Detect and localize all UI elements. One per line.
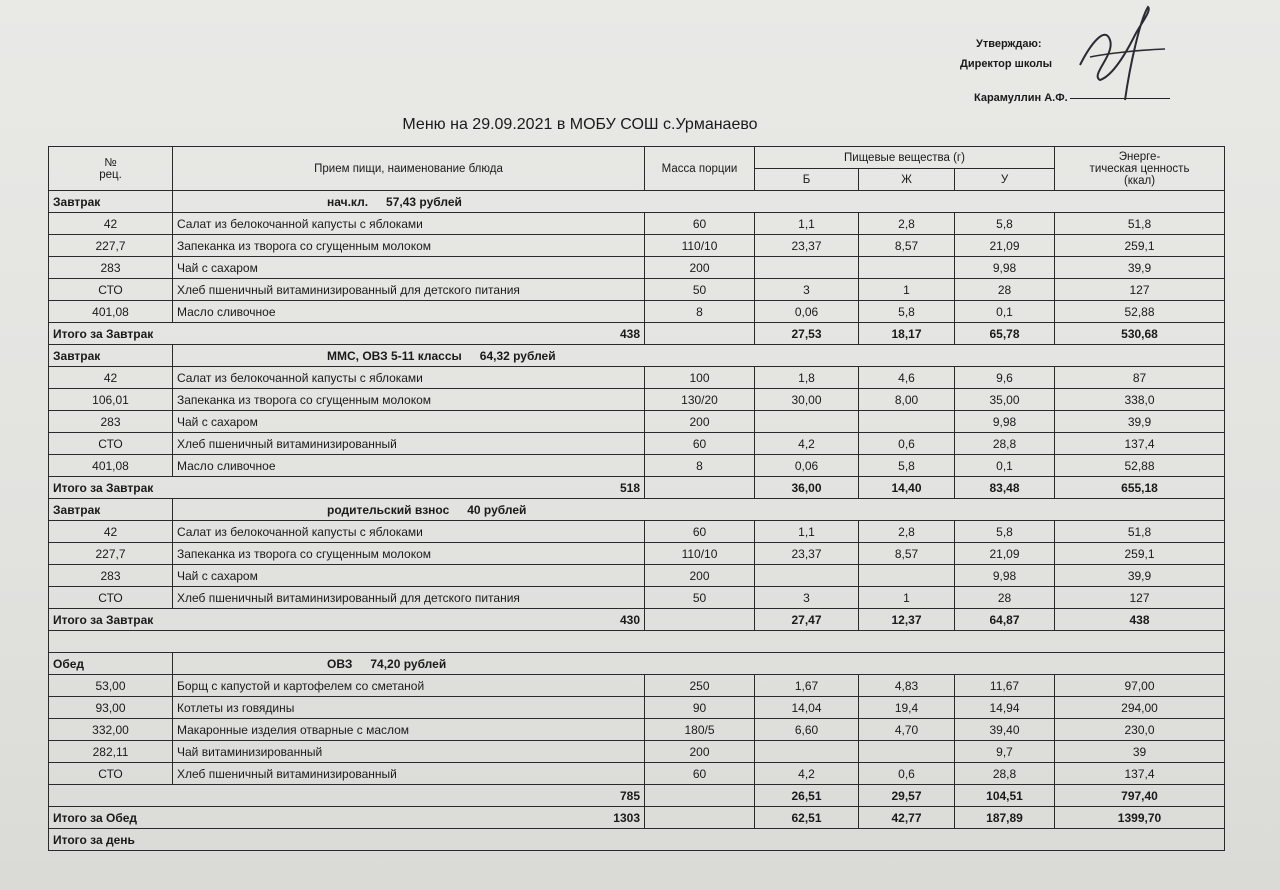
day-total-label: Итого за день bbox=[49, 829, 1225, 851]
portion-mass: 50 bbox=[645, 279, 755, 301]
total-mass: 430 bbox=[619, 612, 640, 627]
dish-name: Хлеб пшеничный витаминизированный bbox=[173, 433, 645, 455]
section-group-name: ОВЗ bbox=[327, 656, 353, 671]
total-protein: 27,47 bbox=[755, 609, 859, 631]
protein-value: 30,00 bbox=[755, 389, 859, 411]
total-blank bbox=[645, 609, 755, 631]
table-row bbox=[49, 697, 1225, 719]
page-title: Меню на 29.09.2021 в МОБУ СОШ с.Урманаево bbox=[402, 116, 758, 133]
dish-name: Чай с сахаром bbox=[173, 411, 645, 433]
carb-value: 9,6 bbox=[955, 367, 1055, 389]
table-row bbox=[49, 521, 1225, 543]
fat-value: 4,6 bbox=[859, 367, 955, 389]
total-blank bbox=[645, 477, 755, 499]
total-fat: 18,17 bbox=[859, 323, 955, 345]
total-label-cell bbox=[49, 807, 645, 829]
total-mass: 1303 bbox=[613, 810, 640, 825]
fat-value: 0,6 bbox=[859, 433, 955, 455]
fat-value: 8,00 bbox=[859, 389, 955, 411]
protein-value: 4,2 bbox=[755, 433, 859, 455]
carb-value: 11,67 bbox=[955, 675, 1055, 697]
dish-name: Масло сливочное bbox=[173, 301, 645, 323]
protein-value bbox=[755, 565, 859, 587]
total-label-cell bbox=[49, 323, 645, 345]
protein-value: 23,37 bbox=[755, 235, 859, 257]
carb-value: 5,8 bbox=[955, 521, 1055, 543]
energy-value: 127 bbox=[1055, 587, 1225, 609]
dish-name: Салат из белокочанной капусты с яблоками bbox=[173, 213, 645, 235]
fat-value bbox=[859, 257, 955, 279]
recipe-no: 283 bbox=[49, 411, 173, 433]
recipe-no: 401,08 bbox=[49, 301, 173, 323]
recipe-no: 42 bbox=[49, 213, 173, 235]
portion-mass: 180/5 bbox=[645, 719, 755, 741]
section-group-name: нач.кл. bbox=[327, 194, 369, 209]
approval-line-1: Утверждаю: bbox=[976, 38, 1042, 50]
dish-name: Масло сливочное bbox=[173, 455, 645, 477]
subtotal-carb: 104,51 bbox=[955, 785, 1055, 807]
table-row bbox=[49, 741, 1225, 763]
section-price: 64,32 рублей bbox=[479, 348, 556, 363]
dish-name: Запеканка из творога со сгущенным молоком bbox=[173, 235, 645, 257]
energy-value: 51,8 bbox=[1055, 521, 1225, 543]
carb-value: 0,1 bbox=[955, 455, 1055, 477]
portion-mass: 90 bbox=[645, 697, 755, 719]
recipe-no: СТО bbox=[49, 587, 173, 609]
subtotal-energy: 797,40 bbox=[1055, 785, 1225, 807]
subtotal-label-cell bbox=[49, 785, 645, 807]
total-row bbox=[49, 807, 1225, 829]
portion-mass: 50 bbox=[645, 587, 755, 609]
section-price: 57,43 рублей bbox=[386, 194, 462, 209]
table-row bbox=[49, 301, 1225, 323]
section-group bbox=[173, 191, 1225, 213]
section-header-row bbox=[49, 191, 1225, 213]
protein-value: 3 bbox=[755, 587, 859, 609]
protein-value: 6,60 bbox=[755, 719, 859, 741]
dish-name: Чай с сахаром bbox=[173, 257, 645, 279]
protein-value: 3 bbox=[755, 279, 859, 301]
carb-value: 28,8 bbox=[955, 433, 1055, 455]
fat-value bbox=[859, 565, 955, 587]
total-energy: 655,18 bbox=[1055, 477, 1225, 499]
total-protein: 27,53 bbox=[755, 323, 859, 345]
total-mass: 518 bbox=[619, 480, 640, 495]
carb-value: 9,7 bbox=[955, 741, 1055, 763]
recipe-no: 227,7 bbox=[49, 543, 173, 565]
spacer-cell bbox=[49, 631, 1225, 653]
protein-value: 1,67 bbox=[755, 675, 859, 697]
section-header-row bbox=[49, 345, 1225, 367]
protein-value bbox=[755, 411, 859, 433]
portion-mass: 60 bbox=[645, 213, 755, 235]
approval-line-2: Директор школы bbox=[960, 58, 1053, 70]
protein-value: 14,04 bbox=[755, 697, 859, 719]
table-row bbox=[49, 565, 1225, 587]
fat-value: 2,8 bbox=[859, 521, 955, 543]
energy-value: 338,0 bbox=[1055, 389, 1225, 411]
energy-value: 87 bbox=[1055, 367, 1225, 389]
header-nutrients: Пищевые вещества (г) bbox=[755, 147, 1055, 169]
carb-value: 5,8 bbox=[955, 213, 1055, 235]
spacer-row bbox=[49, 631, 1225, 653]
recipe-no: 283 bbox=[49, 257, 173, 279]
total-carb: 64,87 bbox=[955, 609, 1055, 631]
fat-value: 1 bbox=[859, 279, 955, 301]
portion-mass: 200 bbox=[645, 411, 755, 433]
carb-value: 9,98 bbox=[955, 257, 1055, 279]
total-energy: 1399,70 bbox=[1055, 807, 1225, 829]
protein-value bbox=[755, 741, 859, 763]
fat-value: 8,57 bbox=[859, 235, 955, 257]
protein-value: 1,1 bbox=[755, 521, 859, 543]
portion-mass: 110/10 bbox=[645, 543, 755, 565]
dish-name: Хлеб пшеничный витаминизированный bbox=[173, 763, 645, 785]
dish-name: Котлеты из говядины bbox=[173, 697, 645, 719]
carb-value: 9,98 bbox=[955, 411, 1055, 433]
total-row bbox=[49, 477, 1225, 499]
fat-value: 8,57 bbox=[859, 543, 955, 565]
table-row bbox=[49, 411, 1225, 433]
header-mass: Масса порции bbox=[645, 147, 755, 191]
meal-name: Завтрак bbox=[49, 499, 173, 521]
portion-mass: 8 bbox=[645, 301, 755, 323]
dish-name: Салат из белокочанной капусты с яблоками bbox=[173, 521, 645, 543]
total-carb: 187,89 bbox=[955, 807, 1055, 829]
fat-value: 4,70 bbox=[859, 719, 955, 741]
table-row bbox=[49, 389, 1225, 411]
table-row bbox=[49, 455, 1225, 477]
carb-value: 21,09 bbox=[955, 543, 1055, 565]
recipe-no: 93,00 bbox=[49, 697, 173, 719]
total-label-cell bbox=[49, 609, 645, 631]
energy-value: 137,4 bbox=[1055, 433, 1225, 455]
energy-value: 259,1 bbox=[1055, 235, 1225, 257]
total-label-cell bbox=[49, 477, 645, 499]
meal-name: Завтрак bbox=[49, 191, 173, 213]
protein-value: 1,8 bbox=[755, 367, 859, 389]
subtotal-blank bbox=[645, 785, 755, 807]
day-total-row bbox=[49, 829, 1225, 851]
portion-mass: 8 bbox=[645, 455, 755, 477]
carb-value: 21,09 bbox=[955, 235, 1055, 257]
table-row bbox=[49, 543, 1225, 565]
recipe-no: СТО bbox=[49, 763, 173, 785]
dish-name: Хлеб пшеничный витаминизированный для детского питания bbox=[173, 279, 645, 301]
portion-mass: 60 bbox=[645, 763, 755, 785]
portion-mass: 200 bbox=[645, 741, 755, 763]
dish-name: Борщ с капустой и картофелем со сметаной bbox=[173, 675, 645, 697]
carb-value: 35,00 bbox=[955, 389, 1055, 411]
header-u: У bbox=[955, 169, 1055, 191]
portion-mass: 200 bbox=[645, 565, 755, 587]
recipe-no: 401,08 bbox=[49, 455, 173, 477]
header-row-1 bbox=[49, 147, 1225, 169]
meal-name: Завтрак bbox=[49, 345, 173, 367]
table-row bbox=[49, 587, 1225, 609]
total-energy: 530,68 bbox=[1055, 323, 1225, 345]
fat-value: 5,8 bbox=[859, 301, 955, 323]
total-label: Итого за Завтрак bbox=[53, 612, 154, 627]
dish-name: Хлеб пшеничный витаминизированный для детского питания bbox=[173, 587, 645, 609]
total-energy: 438 bbox=[1055, 609, 1225, 631]
portion-mass: 130/20 bbox=[645, 389, 755, 411]
dish-name: Запеканка из творога со сгущенным молоком bbox=[173, 543, 645, 565]
section-header-row bbox=[49, 653, 1225, 675]
fat-value: 2,8 bbox=[859, 213, 955, 235]
header-energy: Энерге- тическая ценность (ккал) bbox=[1055, 147, 1225, 191]
total-label: Итого за Обед bbox=[53, 810, 138, 825]
recipe-no: 227,7 bbox=[49, 235, 173, 257]
section-group-name: родительский взнос bbox=[327, 502, 450, 517]
total-mass: 438 bbox=[619, 326, 640, 341]
protein-value: 0,06 bbox=[755, 455, 859, 477]
carb-value: 28,8 bbox=[955, 763, 1055, 785]
section-price: 74,20 рублей bbox=[370, 656, 447, 671]
energy-value: 97,00 bbox=[1055, 675, 1225, 697]
energy-value: 137,4 bbox=[1055, 763, 1225, 785]
portion-mass: 200 bbox=[645, 257, 755, 279]
total-fat: 12,37 bbox=[859, 609, 955, 631]
total-carb: 65,78 bbox=[955, 323, 1055, 345]
fat-value: 1 bbox=[859, 587, 955, 609]
protein-value: 4,2 bbox=[755, 763, 859, 785]
energy-value: 52,88 bbox=[1055, 455, 1225, 477]
total-protein: 62,51 bbox=[755, 807, 859, 829]
energy-value: 230,0 bbox=[1055, 719, 1225, 741]
dish-name: Салат из белокочанной капусты с яблоками bbox=[173, 367, 645, 389]
recipe-no: 42 bbox=[49, 367, 173, 389]
table-row bbox=[49, 675, 1225, 697]
total-blank bbox=[645, 807, 755, 829]
total-blank bbox=[645, 323, 755, 345]
subtotal-fat: 29,57 bbox=[859, 785, 955, 807]
dish-name: Чай витаминизированный bbox=[173, 741, 645, 763]
recipe-no: 282,11 bbox=[49, 741, 173, 763]
fat-value: 5,8 bbox=[859, 455, 955, 477]
header-rec-no: № рец. bbox=[49, 147, 173, 191]
portion-mass: 250 bbox=[645, 675, 755, 697]
total-fat: 42,77 bbox=[859, 807, 955, 829]
energy-value: 51,8 bbox=[1055, 213, 1225, 235]
fat-value bbox=[859, 741, 955, 763]
total-label: Итого за Завтрак bbox=[53, 480, 154, 495]
recipe-no: 106,01 bbox=[49, 389, 173, 411]
recipe-no: СТО bbox=[49, 279, 173, 301]
fat-value: 4,83 bbox=[859, 675, 955, 697]
dish-name: Запеканка из творога со сгущенным молоком bbox=[173, 389, 645, 411]
carb-value: 28 bbox=[955, 279, 1055, 301]
protein-value bbox=[755, 257, 859, 279]
dish-name: Макаронные изделия отварные с маслом bbox=[173, 719, 645, 741]
carb-value: 9,98 bbox=[955, 565, 1055, 587]
handwritten-signature bbox=[1060, 5, 1180, 105]
table-row bbox=[49, 213, 1225, 235]
section-group bbox=[173, 499, 1225, 521]
energy-value: 127 bbox=[1055, 279, 1225, 301]
carb-value: 14,94 bbox=[955, 697, 1055, 719]
subtotal-protein: 26,51 bbox=[755, 785, 859, 807]
approval-line-3: Карамуллин А.Ф. bbox=[974, 92, 1068, 104]
carb-value: 28 bbox=[955, 587, 1055, 609]
section-group bbox=[173, 653, 1225, 675]
total-row bbox=[49, 609, 1225, 631]
recipe-no: 283 bbox=[49, 565, 173, 587]
carb-value: 39,40 bbox=[955, 719, 1055, 741]
header-zh: Ж bbox=[859, 169, 955, 191]
dish-name: Чай с сахаром bbox=[173, 565, 645, 587]
table-row bbox=[49, 257, 1225, 279]
total-fat: 14,40 bbox=[859, 477, 955, 499]
portion-mass: 100 bbox=[645, 367, 755, 389]
energy-value: 39,9 bbox=[1055, 257, 1225, 279]
recipe-no: 42 bbox=[49, 521, 173, 543]
table-row bbox=[49, 719, 1225, 741]
portion-mass: 60 bbox=[645, 521, 755, 543]
total-carb: 83,48 bbox=[955, 477, 1055, 499]
portion-mass: 60 bbox=[645, 433, 755, 455]
total-label: Итого за Завтрак bbox=[53, 326, 154, 341]
recipe-no: 53,00 bbox=[49, 675, 173, 697]
recipe-no: 332,00 bbox=[49, 719, 173, 741]
section-group bbox=[173, 345, 1225, 367]
portion-mass: 110/10 bbox=[645, 235, 755, 257]
protein-value: 1,1 bbox=[755, 213, 859, 235]
total-protein: 36,00 bbox=[755, 477, 859, 499]
total-row bbox=[49, 323, 1225, 345]
section-header-row bbox=[49, 499, 1225, 521]
table-row bbox=[49, 367, 1225, 389]
table-row bbox=[49, 235, 1225, 257]
energy-value: 39,9 bbox=[1055, 565, 1225, 587]
energy-value: 52,88 bbox=[1055, 301, 1225, 323]
section-group-name: ММС, ОВЗ 5-11 классы bbox=[327, 348, 462, 363]
subtotal-mass: 785 bbox=[619, 788, 640, 803]
protein-value: 0,06 bbox=[755, 301, 859, 323]
subtotal-row bbox=[49, 785, 1225, 807]
fat-value bbox=[859, 411, 955, 433]
section-price: 40 рублей bbox=[467, 502, 527, 517]
fat-value: 0,6 bbox=[859, 763, 955, 785]
table-row bbox=[49, 763, 1225, 785]
carb-value: 0,1 bbox=[955, 301, 1055, 323]
menu-body bbox=[49, 191, 1225, 851]
meal-name: Обед bbox=[49, 653, 173, 675]
protein-value: 23,37 bbox=[755, 543, 859, 565]
energy-value: 259,1 bbox=[1055, 543, 1225, 565]
table-row bbox=[49, 433, 1225, 455]
recipe-no: СТО bbox=[49, 433, 173, 455]
table-row bbox=[49, 279, 1225, 301]
energy-value: 294,00 bbox=[1055, 697, 1225, 719]
energy-value: 39 bbox=[1055, 741, 1225, 763]
header-b: Б bbox=[755, 169, 859, 191]
fat-value: 19,4 bbox=[859, 697, 955, 719]
energy-value: 39,9 bbox=[1055, 411, 1225, 433]
header-dish: Прием пищи, наименование блюда bbox=[173, 147, 645, 191]
menu-table bbox=[48, 146, 1225, 851]
